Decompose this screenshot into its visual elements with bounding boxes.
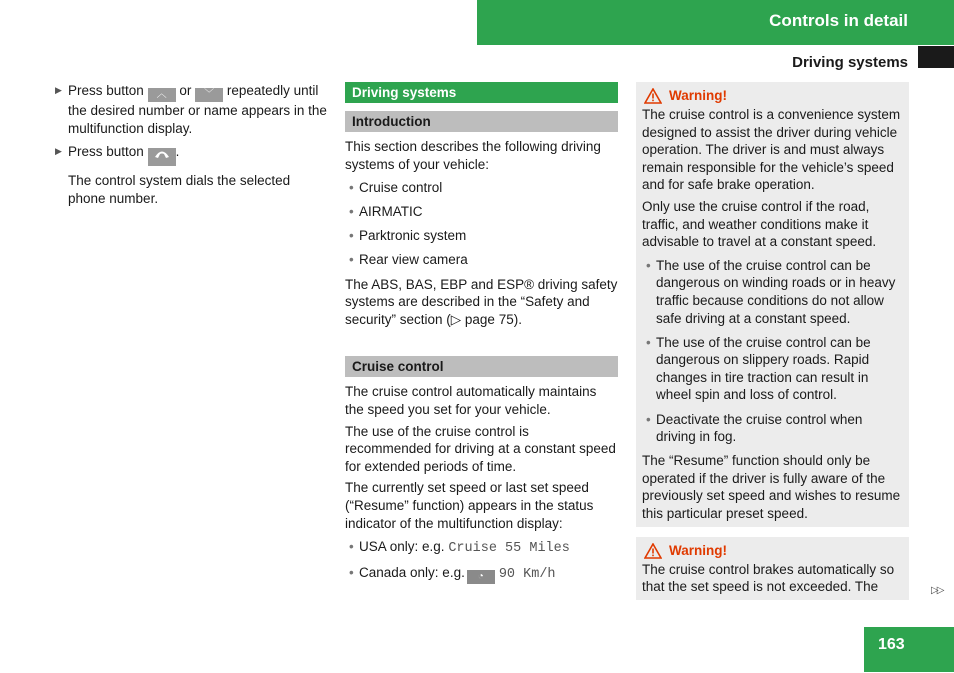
display-value: 90 Km/h xyxy=(498,567,556,583)
arrow-up-button-icon: ︿ xyxy=(148,88,176,102)
column-middle xyxy=(345,82,618,591)
warning-triangle-icon xyxy=(644,88,662,104)
phone-button-icon xyxy=(148,148,176,166)
thumb-tab xyxy=(918,46,954,68)
step-text: Press button xyxy=(68,144,144,160)
main-heading: Driving systems xyxy=(345,82,618,103)
step-arrow-icon: ▶ xyxy=(55,85,62,95)
intro-heading: Introduction xyxy=(345,111,618,132)
section-title: Driving systems xyxy=(792,54,908,71)
list-item: • Cruise control xyxy=(349,180,443,196)
step-arrow-icon: ▶ xyxy=(55,146,62,157)
list-item: • USA only: e.g. Cruise 55 Miles xyxy=(349,539,570,557)
step-text: repeatedly until the desired number or name appears in the multifunction display. xyxy=(68,83,327,136)
warning-heading: Warning! xyxy=(642,541,903,561)
list-item: • Canada only: e.g. ◔ 90 Km/h xyxy=(349,565,556,583)
warning-paragraph: Only use the cruise control if the road, traffic, and weather conditions make it advisable to travel at a constant speed. xyxy=(642,198,877,250)
column-right xyxy=(636,82,909,600)
warning-list xyxy=(642,257,903,446)
list-item: • Deactivate the cruise control when driving in fog. xyxy=(646,411,863,445)
warning-paragraph: The cruise control is a convenience system designed to assist the driver during vehicle operation. The driver is and must always remain responsible for the vehicle’s speed and for safe brake operation. xyxy=(642,107,901,193)
arrow-down-button-icon: ﹀ xyxy=(195,88,223,102)
cruise-paragraph: The cruise control automatically maintains the speed you set for your vehicle. xyxy=(345,384,597,417)
continued-arrow-icon: ▷▷ xyxy=(931,585,943,596)
speedometer-icon: ◔ xyxy=(467,570,495,584)
cruise-paragraph: The use of the cruise control is recommended for driving at a constant speed for extended periods of time. xyxy=(345,423,616,474)
page-number: 163 xyxy=(878,636,905,653)
step-text: Press button xyxy=(68,83,144,98)
warning-paragraph: The “Resume” function should only be operated if the driver is fully aware of the previously set speed and wishes to resume this particular preset speed. xyxy=(642,453,901,521)
systems-list xyxy=(345,179,618,269)
warning-box xyxy=(636,537,909,600)
warning-triangle-icon xyxy=(644,543,662,559)
list-item: • AIRMATIC xyxy=(349,204,423,220)
display-value: Cruise 55 Miles xyxy=(448,541,570,557)
column-left xyxy=(55,82,330,207)
warning-heading: Warning! xyxy=(642,86,903,106)
list-item: • Parktronic system xyxy=(349,228,467,244)
instruction-step xyxy=(55,143,330,166)
list-item: • The use of the cruise control can be dangerous on winding roads or in heavy traffic because conditions do not allow safe driving at a constant speed. xyxy=(646,257,896,326)
list-item: • Rear view camera xyxy=(349,252,468,268)
chapter-title: Controls in detail xyxy=(769,11,908,30)
instruction-step xyxy=(55,82,330,137)
intro-text: This section describes the following driving systems of your vehicle: xyxy=(345,139,601,172)
page-number-box xyxy=(864,627,954,672)
list-item: • The use of the cruise control can be dangerous on slippery roads. Rapid changes in tire traction can result in wheel spin and loss of control. xyxy=(646,334,871,403)
cruise-paragraph: The currently set speed or last set speed (“Resume” function) appears in the status indicator of the multifunction display: xyxy=(345,480,594,531)
step-text: or xyxy=(179,83,192,98)
cruise-heading: Cruise control xyxy=(345,356,618,377)
warning-paragraph: The cruise control brakes automatically so that the set speed is not exceeded. The xyxy=(642,561,895,595)
step-text: . xyxy=(175,144,180,160)
display-examples-list xyxy=(345,538,618,584)
safety-reference-text: The ABS, BAS, EBP and ESP® driving safety systems are described in the “Safety and security” section (▷ page 75). xyxy=(345,276,618,327)
header-bar xyxy=(477,0,954,45)
warning-box xyxy=(636,82,909,527)
step-result-note: The control system dials the selected phone number. xyxy=(68,173,291,206)
